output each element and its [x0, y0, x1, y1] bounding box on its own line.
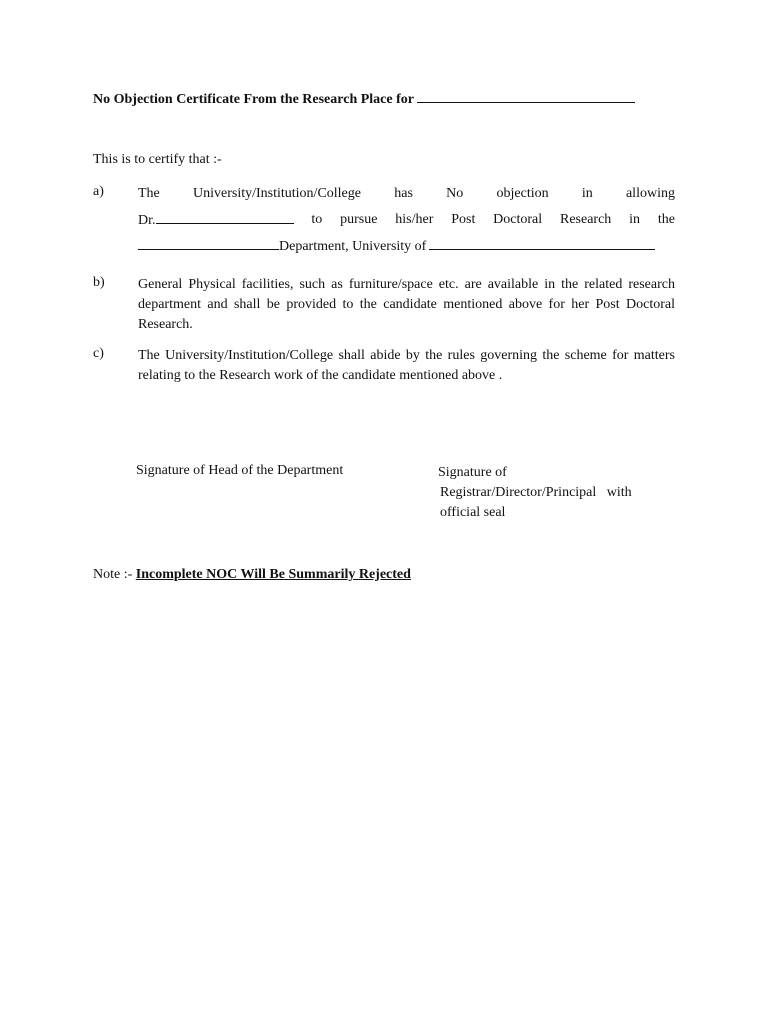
item-a-word: to: [311, 212, 323, 227]
item-a-word: University/Institution/College: [193, 186, 361, 201]
item-a-word: Research: [560, 212, 612, 227]
signature-registrar-line-1: Signature of: [438, 465, 507, 480]
item-a-word: No: [446, 186, 464, 201]
item-a-word: in: [629, 212, 641, 227]
title-blank-line: [417, 89, 635, 103]
item-a-word: allowing: [625, 186, 675, 201]
item-a-body: [138, 184, 675, 262]
list-item-c: [93, 346, 675, 386]
item-a-word: in: [581, 186, 593, 201]
intro-text: This is to certify that :-: [93, 152, 222, 167]
item-a-word: The: [138, 186, 160, 201]
item-b-text: General Physical facilities, such as furniture/space etc. are available in the related research department and shall be provided to the candidate mentioned above for her Post Doctoral Research.: [138, 277, 675, 332]
signature-registrar-line-2: Registrar/Director/Principal with: [440, 485, 632, 500]
item-a-word: Post: [451, 212, 476, 227]
item-c-marker: c): [93, 346, 104, 361]
note-label: Note :-: [93, 567, 136, 582]
note: [93, 567, 411, 583]
item-a-line-2: [138, 210, 675, 236]
dr-label: Dr.: [138, 213, 156, 228]
signature-registrar-line-3: official seal: [440, 505, 506, 520]
note-text: Incomplete NOC Will Be Summarily Rejected: [135, 567, 411, 582]
dr-field: [138, 210, 294, 236]
item-c-text: The University/Institution/College shall abide by the rules governing the scheme for matters relating to the Research work of the candidate mentioned above .: [138, 348, 675, 383]
item-a-word: objection: [496, 186, 549, 201]
doctor-name-blank: [156, 210, 294, 224]
university-blank: [429, 236, 655, 250]
item-a-word: the: [657, 212, 675, 227]
item-a-word: his/her: [395, 212, 434, 227]
department-blank: [138, 236, 279, 250]
title-text: No Objection Certificate From the Research Place for: [93, 92, 414, 107]
item-a-marker: a): [93, 184, 104, 199]
item-a-word: has: [394, 186, 413, 201]
item-a-word: pursue: [340, 212, 378, 227]
signature-head-of-department: Signature of Head of the Department: [136, 463, 344, 478]
signature-registrar: [438, 463, 668, 523]
dept-university-label: Department, University of: [279, 239, 427, 254]
item-a-line-1: [138, 184, 675, 210]
document-title: [93, 89, 635, 108]
list-item-b: [93, 275, 675, 335]
list-item-a: [93, 184, 675, 264]
item-a-word: Doctoral: [493, 212, 543, 227]
item-a-line-3: [138, 236, 675, 262]
item-b-marker: b): [93, 275, 105, 290]
